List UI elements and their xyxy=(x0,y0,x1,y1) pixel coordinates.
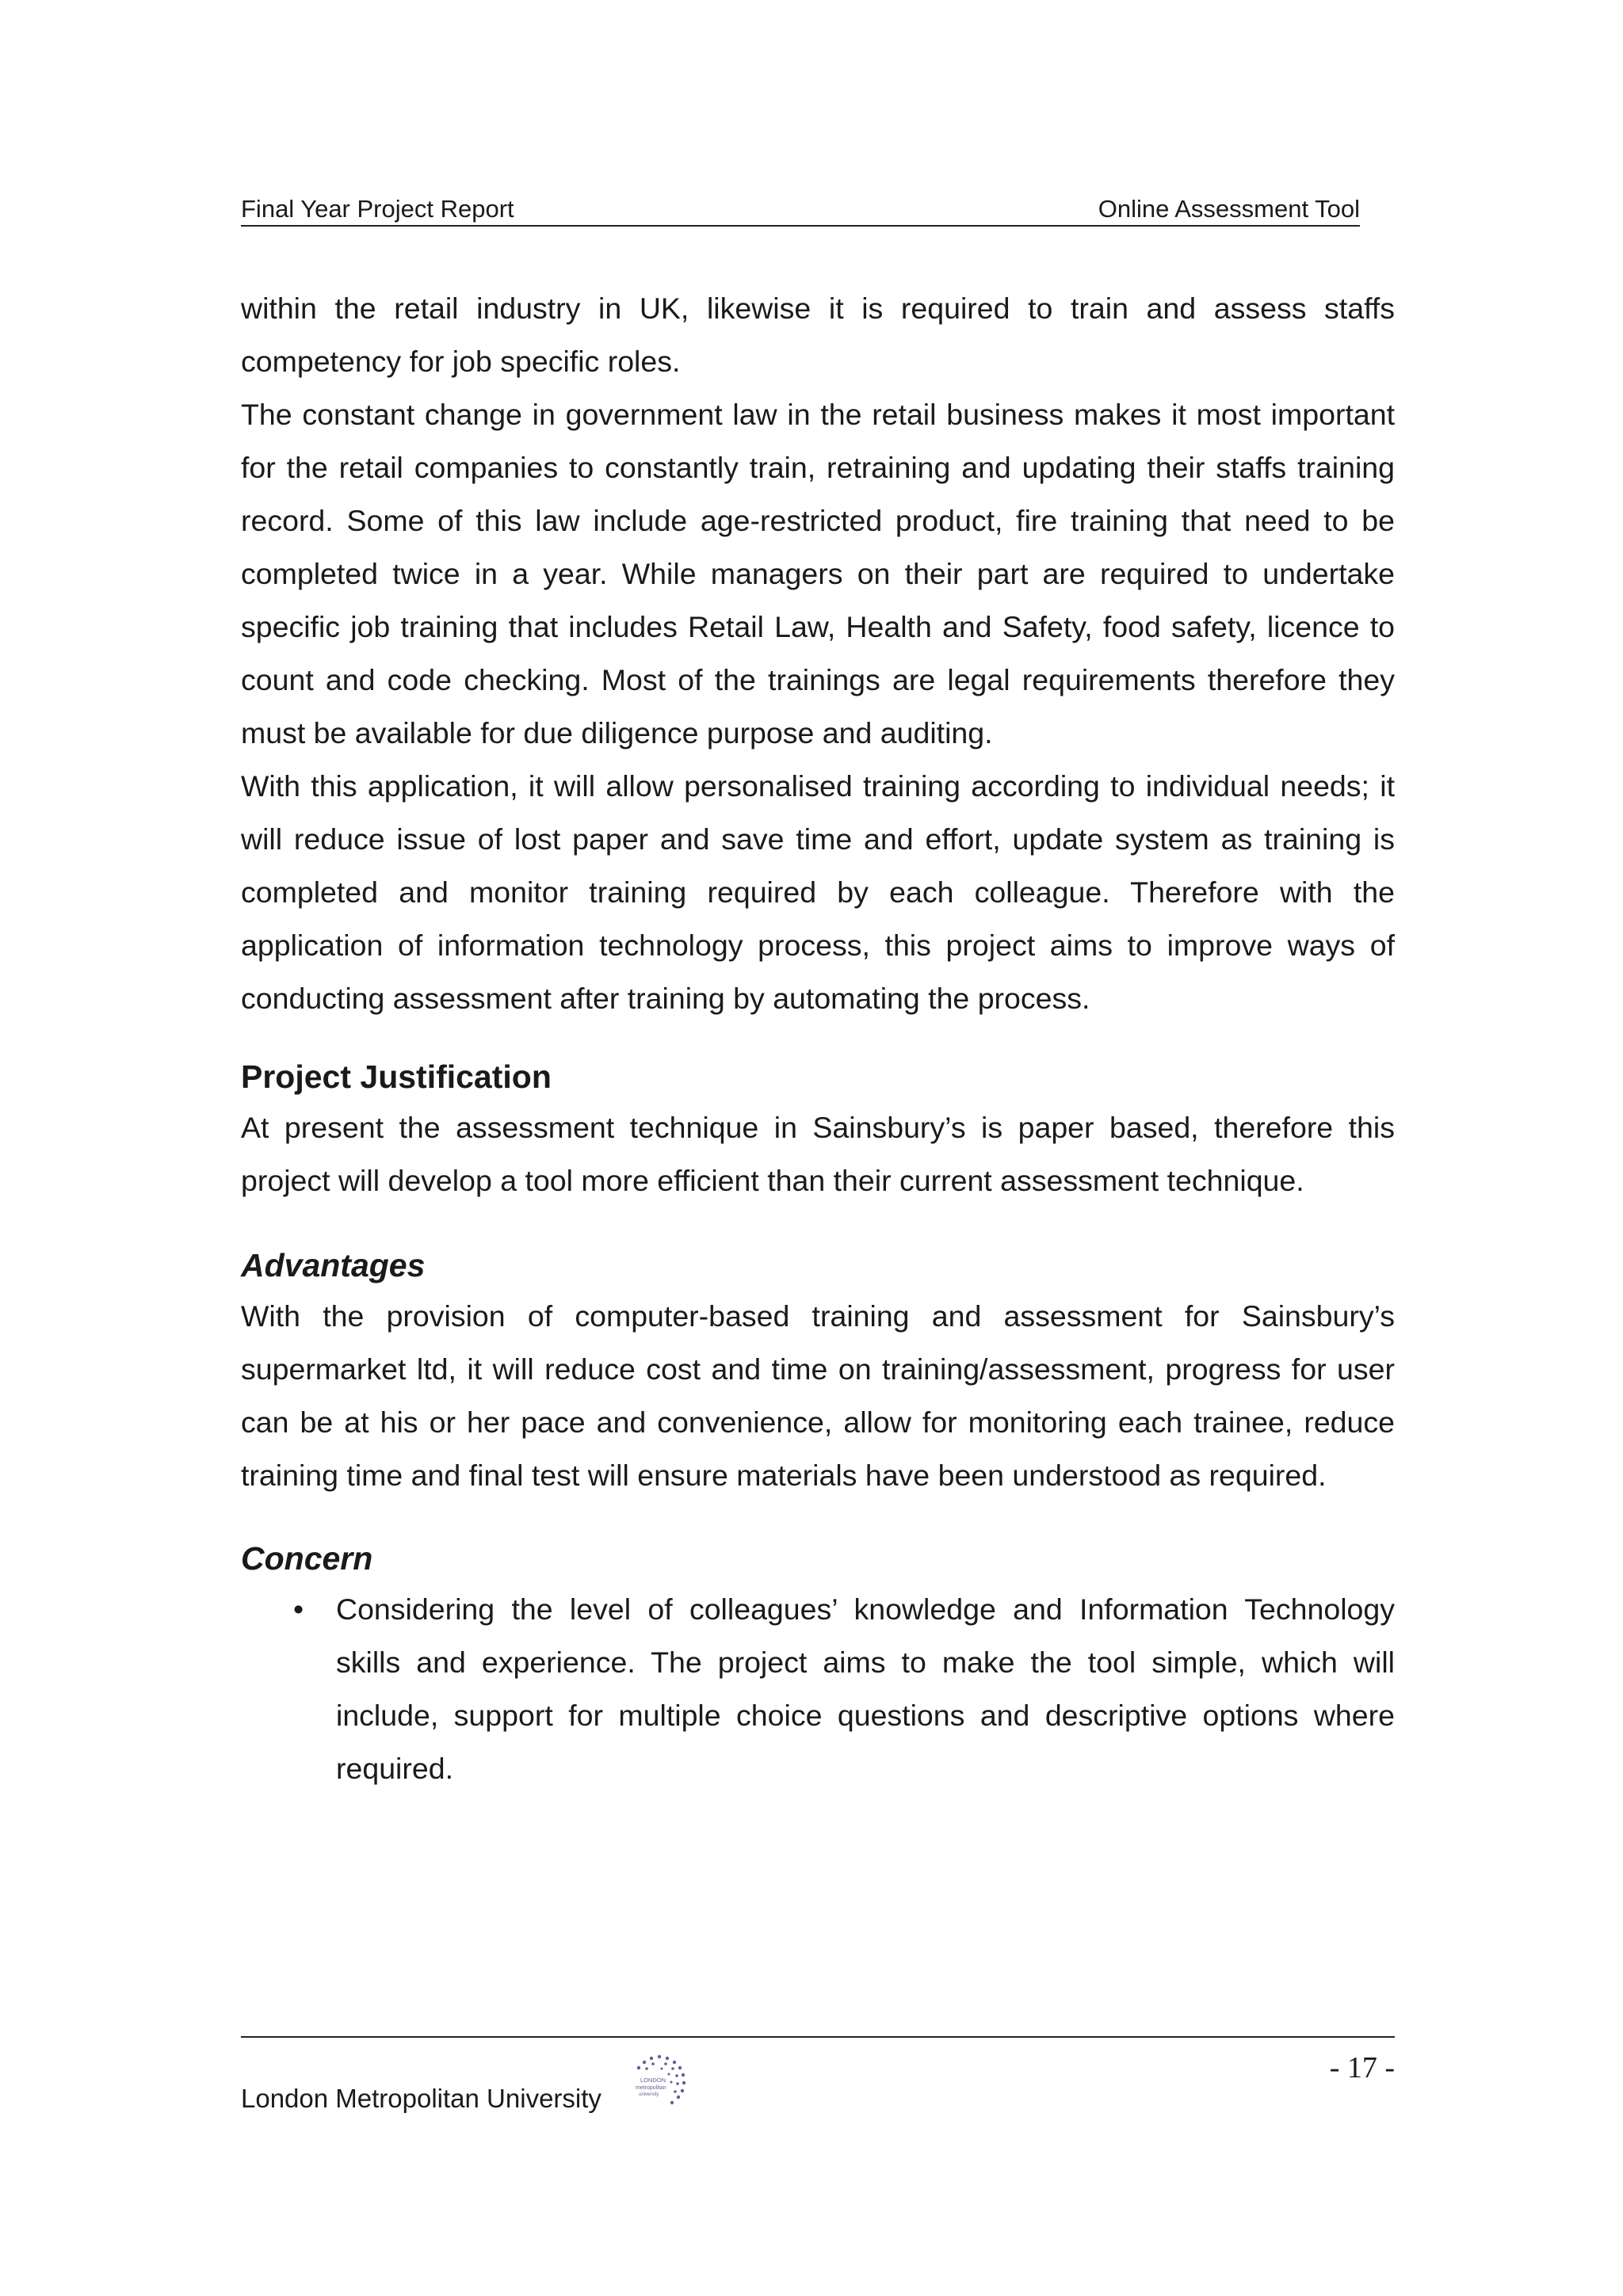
logo-text-line2: metropolitan xyxy=(636,2085,666,2091)
paragraph-application-benefits: With this application, it will allow personalised training according to individual needs; it will reduce issue of lost paper and save time and effort, update system as training is completed and monitor training required by each colleague. Therefore with the application of information technology process, this project aims to improve ways of conducting assessment after training by automating the process. xyxy=(241,769,1395,1015)
paragraph-government-law: The constant change in government law in the retail business makes it most important for the retail companies to constantly train, retraining and updating their staffs training record. Some of this law include age-restricted product, fire training that need to be completed twice in a year. While managers on their part are required to undertake specific job training that includes Retail Law, Health and Safety, food safety, licence to count and code checking. Most of the trainings are legal requirements therefore they must be available for due diligence purpose and auditing. xyxy=(241,398,1395,749)
page-number: - 17 - xyxy=(1329,2051,1395,2084)
footer-university-name: London Metropolitan University xyxy=(241,2084,601,2113)
footer-divider xyxy=(241,2036,1395,2038)
page-header xyxy=(241,193,1360,227)
university-logo-icon xyxy=(618,2054,701,2109)
paragraph-retail-intro: within the retail industry in UK, likewise it is required to train and assess staffs competency for job specific roles. xyxy=(241,292,1395,378)
paragraph-project-justification: At present the assessment technique in Sainsbury’s is paper based, therefore this project will develop a tool more efficient than their current assessment technique. xyxy=(241,1111,1395,1197)
logo-text-line1: LONDON xyxy=(640,2077,666,2084)
concern-list xyxy=(241,1583,1395,1795)
heading-project-justification: Project Justification xyxy=(241,1058,552,1095)
concern-item-text: Considering the level of colleagues’ knowledge and Information Technology skills and experience. The project aims to make the tool simple, which will include, support for multiple choice questions and descriptive options where required. xyxy=(336,1592,1395,1785)
header-report-title: Final Year Project Report xyxy=(241,195,514,223)
concern-list-item xyxy=(241,1583,1395,1795)
header-project-title: Online Assessment Tool xyxy=(1098,195,1360,223)
paragraph-advantages: With the provision of computer-based training and assessment for Sainsbury’s supermarket ltd, it will reduce cost and time on training/assessment, progress for user can be at his or her pace and convenience, allow for monitoring each trainee, reduce training time and final test will ensure materials have been understood as required. xyxy=(241,1299,1395,1492)
logo-text-line3: university xyxy=(639,2092,659,2097)
heading-advantages: Advantages xyxy=(241,1247,426,1283)
page-content xyxy=(241,282,1395,1795)
bullet-icon: • xyxy=(293,1592,304,1626)
heading-concern: Concern xyxy=(241,1540,373,1577)
